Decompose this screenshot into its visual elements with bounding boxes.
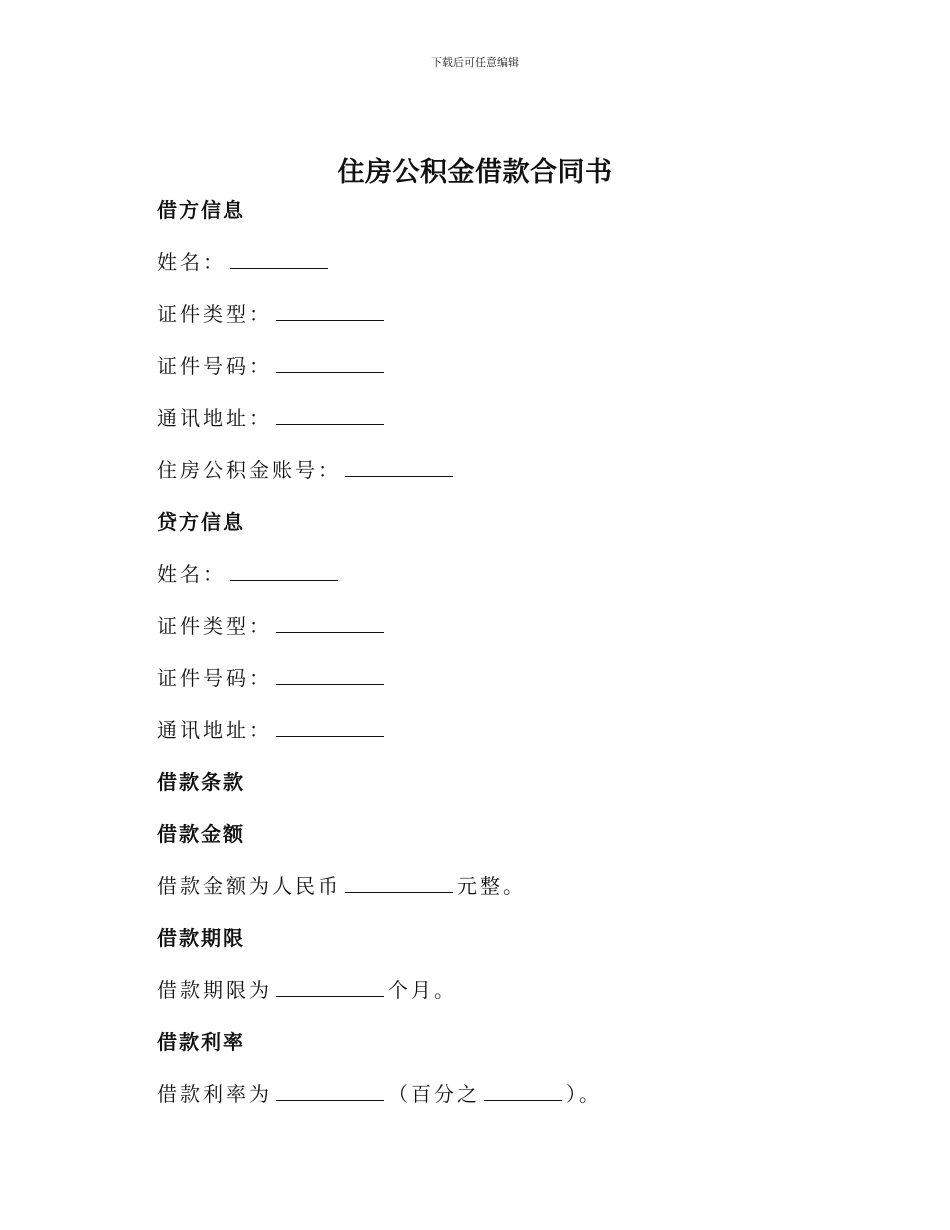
lender-address-blank[interactable] <box>276 718 384 737</box>
document-title: 住房公积金借款合同书 <box>337 157 613 188</box>
lender-id-number-blank[interactable] <box>276 666 384 685</box>
period-suffix: 个月。 <box>388 978 457 1002</box>
period-row <box>157 976 797 1028</box>
amount-row <box>157 872 797 924</box>
lender-id-number-row <box>157 664 797 716</box>
contract-body <box>157 196 797 1132</box>
lender-name-label: 姓名： <box>157 562 226 586</box>
borrower-id-type-label: 证件类型： <box>157 302 272 326</box>
lender-name-blank[interactable] <box>230 562 338 581</box>
period-blank[interactable] <box>276 978 384 997</box>
borrower-name-label: 姓名： <box>157 250 226 274</box>
lender-id-number-label: 证件号码： <box>157 666 272 690</box>
amount-blank[interactable] <box>345 874 453 893</box>
amount-suffix: 元整。 <box>457 874 526 898</box>
lender-id-type-blank[interactable] <box>276 614 384 633</box>
rate-heading: 借款利率 <box>157 1030 245 1054</box>
borrower-id-number-label: 证件号码： <box>157 354 272 378</box>
lender-id-type-label: 证件类型： <box>157 614 272 638</box>
borrower-address-blank[interactable] <box>276 406 384 425</box>
amount-prefix: 借款金额为人民币 <box>157 874 341 898</box>
rate-suffix: ）。 <box>566 1082 602 1106</box>
borrower-address-label: 通讯地址： <box>157 406 272 430</box>
rate-percent-blank[interactable] <box>484 1082 562 1101</box>
rate-row <box>157 1080 797 1132</box>
rate-prefix: 借款利率为 <box>157 1082 272 1106</box>
lender-address-row <box>157 716 797 768</box>
borrower-id-number-blank[interactable] <box>276 354 384 373</box>
borrower-fund-account-label: 住房公积金账号： <box>157 458 341 482</box>
borrower-id-type-row <box>157 300 797 352</box>
borrower-address-row <box>157 404 797 456</box>
borrower-id-number-row <box>157 352 797 404</box>
lender-address-label: 通讯地址： <box>157 718 272 742</box>
rate-middle: （百分之 <box>388 1082 480 1106</box>
borrower-fund-account-blank[interactable] <box>345 458 453 477</box>
borrower-fund-account-row <box>157 456 797 508</box>
period-heading: 借款期限 <box>157 926 245 950</box>
rate-blank[interactable] <box>276 1082 384 1101</box>
amount-heading: 借款金额 <box>157 822 245 846</box>
borrower-heading: 借方信息 <box>157 198 245 222</box>
lender-name-row <box>157 560 797 612</box>
lender-id-type-row <box>157 612 797 664</box>
lender-heading: 贷方信息 <box>157 510 245 534</box>
borrower-name-blank[interactable] <box>230 250 328 269</box>
terms-heading: 借款条款 <box>157 770 245 794</box>
header-note: 下载后可任意编辑 <box>431 56 519 69</box>
borrower-id-type-blank[interactable] <box>276 302 384 321</box>
borrower-name-row <box>157 248 797 300</box>
period-prefix: 借款期限为 <box>157 978 272 1002</box>
